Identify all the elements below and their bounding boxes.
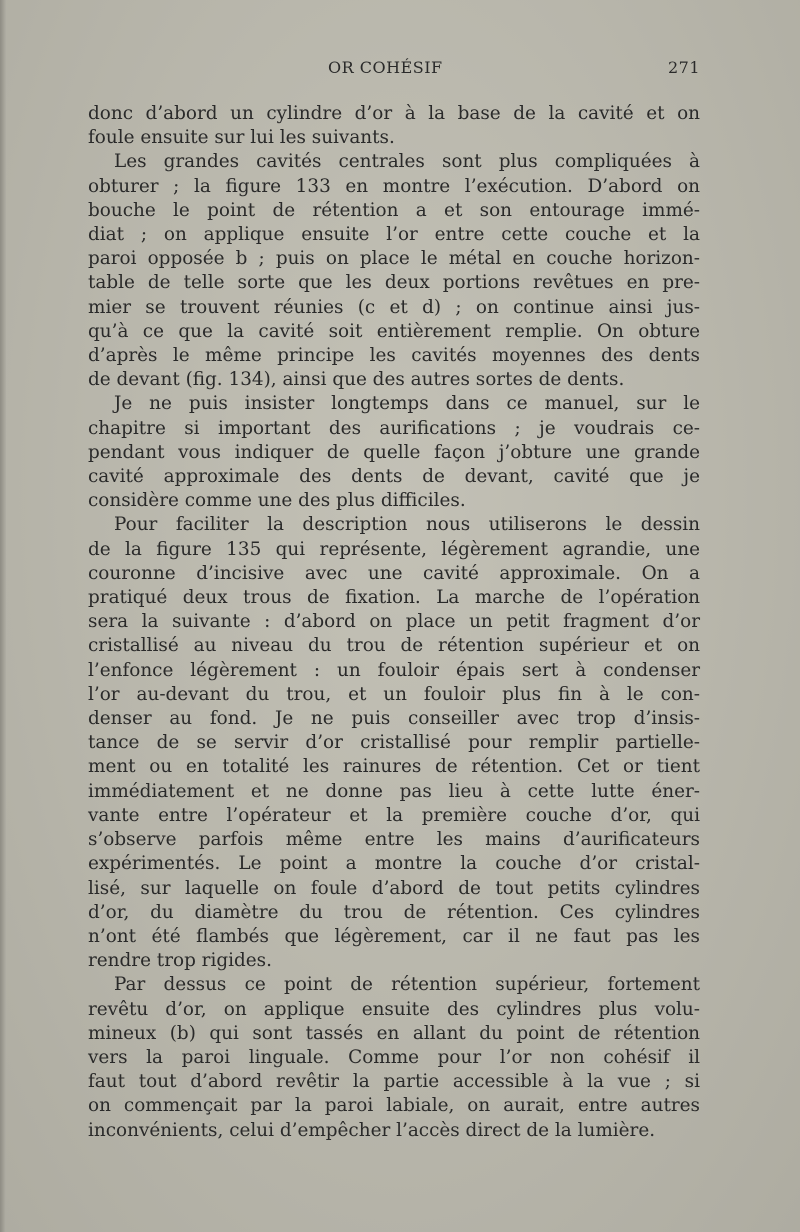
text-line: sera la suivante : d’abord on place un petit fragment d’or — [88, 611, 700, 633]
running-title: OR COHÉSIF — [328, 58, 443, 77]
running-header — [88, 58, 700, 92]
text-line: s’observe parfois même entre les mains d’aurificateurs — [88, 829, 700, 851]
paragraph — [88, 150, 700, 392]
text-line: ment ou en totalité les rainures de rétention. Cet or tient — [88, 756, 700, 778]
text-line: Par dessus ce point de rétention supérieur, fortement — [114, 974, 700, 996]
text-line: mineux (b) qui sont tassés en allant du point de rétention — [88, 1022, 700, 1044]
text-line: tance de se servir d’or cristallisé pour remplir partielle- — [88, 732, 700, 754]
text-line: on commençait par la paroi labiale, on aurait, entre autres — [88, 1095, 700, 1117]
text-line: revêtu d’or, on applique ensuite des cylindres plus volu- — [88, 998, 700, 1020]
text-line: l’enfonce légèrement : un fouloir épais sert à condenser — [88, 659, 700, 681]
text-line: de devant (fig. 134), ainsi que des autres sortes de dents. — [88, 369, 625, 391]
page-edge-shadow — [0, 0, 6, 1232]
paragraph — [88, 513, 700, 973]
text-line: cavité approximale des dents de devant, cavité que je — [88, 466, 700, 488]
text-line: denser au fond. Je ne puis conseiller avec trop d’insis- — [88, 708, 700, 730]
paragraph — [88, 973, 700, 1142]
text-line: immédiatement et ne donne pas lieu à cette lutte éner- — [88, 780, 700, 802]
text-line: l’or au-devant du trou, et un fouloir plus fin à le con- — [88, 683, 700, 705]
text-line: table de telle sorte que les deux portions revêtues en pre- — [88, 272, 700, 294]
text-line: qu’à ce que la cavité soit entièrement remplie. On obture — [88, 320, 700, 342]
text-line: Je ne puis insister longtemps dans ce manuel, sur le — [114, 393, 700, 415]
text-line: paroi opposée b ; puis on place le métal en couche horizon- — [88, 248, 700, 270]
book-page — [88, 58, 700, 1143]
text-line: de la figure 135 qui représente, légèrement agrandie, une — [88, 538, 700, 560]
text-line: rendre trop rigides. — [88, 950, 272, 972]
text-line: vers la paroi linguale. Comme pour l’or non cohésif il — [88, 1046, 700, 1068]
text-line: expérimentés. Le point a montre la couche d’or cristal- — [88, 853, 700, 875]
text-line: pratiqué deux trous de fixation. La marche de l’opération — [88, 587, 700, 609]
paragraph — [88, 102, 700, 150]
text-line: pendant vous indiquer de quelle façon j’obture une grande — [88, 441, 700, 463]
text-line: faut tout d’abord revêtir la partie accessible à la vue ; si — [88, 1071, 700, 1093]
text-line: inconvénients, celui d’empêcher l’accès direct de la lumière. — [88, 1119, 656, 1141]
text-line: obturer ; la figure 133 en montre l’exécution. D’abord on — [88, 175, 700, 197]
text-line: d’après le même principe les cavités moyennes des dents — [88, 345, 700, 367]
text-body — [88, 102, 700, 1143]
text-line: Les grandes cavités centrales sont plus compliquées à — [114, 151, 700, 173]
paragraph — [88, 392, 700, 513]
text-line: diat ; on applique ensuite l’or entre cette couche et la — [88, 224, 700, 246]
text-line: chapitre si important des aurifications ; je voudrais ce- — [88, 417, 700, 439]
text-line: foule ensuite sur lui les suivants. — [88, 127, 395, 149]
text-line: donc d’abord un cylindre d’or à la base de la cavité et on — [88, 103, 700, 124]
text-line: lisé, sur laquelle on foule d’abord de tout petits cylindres — [88, 877, 700, 899]
text-line: cristallisé au niveau du trou de rétention supérieur et on — [88, 635, 700, 657]
text-line: vante entre l’opérateur et la première couche d’or, qui — [88, 804, 700, 826]
text-line: bouche le point de rétention a et son entourage immé- — [88, 199, 700, 221]
page-number: 271 — [667, 58, 700, 77]
text-line: d’or, du diamètre du trou de rétention. Ces cylindres — [88, 901, 700, 923]
text-line: n’ont été flambés que légèrement, car il ne faut pas les — [88, 925, 700, 947]
text-line: considère comme une des plus difficiles. — [88, 490, 466, 512]
text-line: couronne d’incisive avec une cavité approximale. On a — [88, 562, 700, 584]
text-line: Pour faciliter la description nous utiliserons le dessin — [114, 514, 700, 536]
text-line: mier se trouvent réunies (c et d) ; on continue ainsi jus- — [88, 296, 700, 318]
